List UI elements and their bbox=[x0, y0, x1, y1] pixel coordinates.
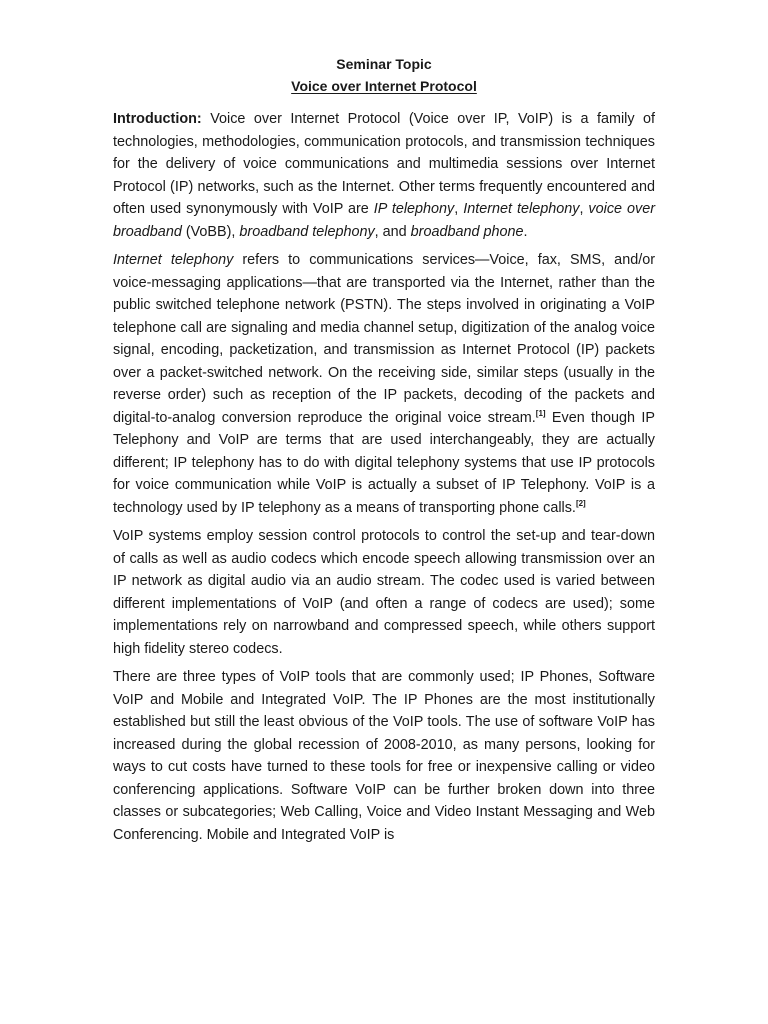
paragraph-internet-telephony bbox=[113, 249, 655, 519]
document-page bbox=[113, 54, 655, 846]
paragraph-introduction bbox=[113, 108, 655, 243]
intro-text-2: , bbox=[454, 201, 464, 217]
para2-text-1: refers to communications services—Voice, fax, SMS, and/or voice-messaging applications—that are transported via the Internet, rather than the public switched telephone network (PSTN). The steps involved in originating a VoIP telephone call are signaling and media channel setup, digitization of the analog voice signal, encoding, packetization, and transmission as Internet Protocol (IP) packets over a packet-switched network. On the receiving side, similar steps (usually in the reverse order) such as reception of the IP packets, decoding of the packets and digital-to-analog conversion reproduce the original voice stream. bbox=[113, 252, 655, 426]
term-ip-telephony: IP telephony bbox=[373, 201, 455, 217]
term-internet-telephony: Internet telephony bbox=[463, 201, 580, 217]
intro-text-6: . bbox=[523, 223, 528, 240]
para2-text-2: Even though IP Telephony and VoIP are terms that are used interchangeably, they are actually different; IP telephony has to do with digital telephony systems that use IP protocols for voice communication while VoIP is actually a subset of IP Telephony. VoIP is a technology used by IP telephony as a means of transporting phone calls. bbox=[113, 409, 655, 516]
citation-1[interactable]: [1] bbox=[535, 408, 546, 418]
paragraph-voip-tools: There are three types of VoIP tools that are commonly used; IP Phones, Software VoIP and Mobile and Integrated VoIP. The IP Phones are the most institutionally established but still the least obvious of the VoIP tools. The use of software VoIP has increased during the global recession of 2008-2010, as many persons, looking for ways to cut costs have turned to these tools for free or inexpensive calling or video conferencing applications. Software VoIP can be further broken down into three classes or subcategories; Web Calling, Voice and Video Instant Messaging and Web Conferencing. Mobile and Integrated VoIP is bbox=[113, 669, 655, 843]
paragraph-voip-systems: VoIP systems employ session control protocols to control the set-up and tear-down of calls as well as audio codecs which encode speech allowing transmission over an IP network as digital audio via an audio stream. The codec used is varied between different implementations of VoIP (and often a range of codecs are used); some implementations rely on narrowband and compressed speech, while others support high fidelity stereo codecs. bbox=[113, 528, 655, 657]
term-broadband-phone: broadband phone bbox=[410, 223, 524, 240]
introduction-lead: Introduction: bbox=[113, 111, 202, 127]
citation-2[interactable]: [2] bbox=[575, 498, 586, 508]
document-title: Voice over Internet Protocol bbox=[291, 78, 477, 94]
intro-text-5: , and bbox=[374, 223, 411, 240]
term-internet-telephony-lead: Internet telephony bbox=[113, 252, 234, 268]
intro-text-4: (VoBB), bbox=[181, 223, 240, 240]
seminar-topic-label: Seminar Topic bbox=[336, 56, 432, 72]
intro-text-3: , bbox=[579, 201, 589, 217]
term-voice-over-broadband: voice over broadband bbox=[113, 201, 655, 240]
intro-text-1: Voice over Internet Protocol (Voice over IP, VoIP) is a family of technologies, methodologies, communication protocols, and transmission techniques for the delivery of voice communications and multimedia sessions over Internet Protocol (IP) networks, such as the Internet. Other terms frequently encountered and often used synonymously with VoIP are bbox=[113, 111, 655, 217]
term-broadband-telephony: broadband telephony bbox=[239, 223, 375, 240]
